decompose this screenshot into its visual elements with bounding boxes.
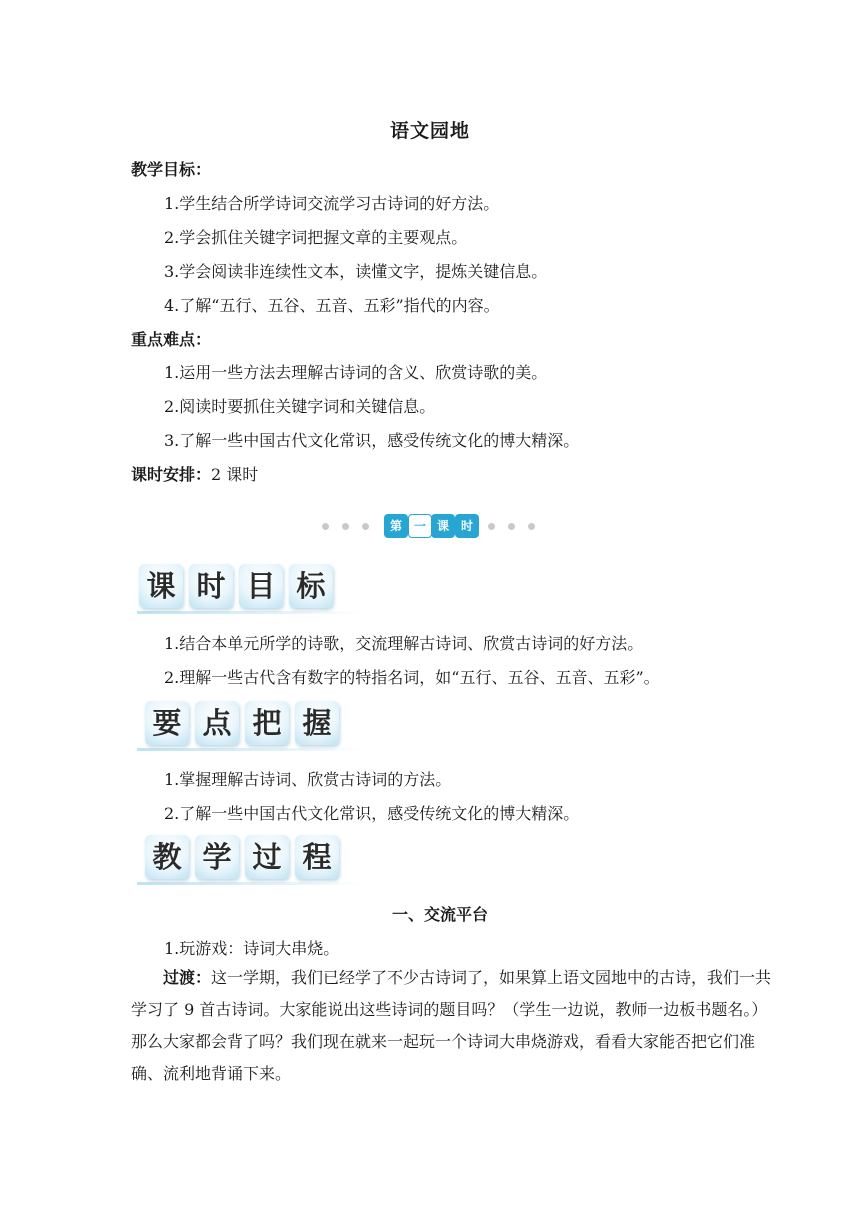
banner-char: 握	[295, 701, 339, 745]
essentials-banner	[133, 699, 363, 755]
banner-char: 课	[139, 564, 183, 608]
divider-dot	[362, 523, 369, 530]
banner-char: 教	[145, 835, 189, 879]
divider-chip: 第	[384, 514, 408, 538]
divider-dot	[342, 523, 349, 530]
lesson-divider	[320, 512, 540, 542]
lesson-goals-banner	[133, 562, 363, 618]
essential-item: 2.了解一些中国古代文化常识，感受传统文化的博大精深。	[164, 804, 580, 823]
banner-char: 过	[245, 835, 289, 879]
lesson-goal-item: 2.理解一些古代含有数字的特指名词，如“五行、五谷、五音、五彩”。	[164, 668, 660, 687]
key-point-item: 1.运用一些方法去理解古诗词的含义、欣赏诗歌的美。	[164, 363, 548, 382]
divider-chip: 课	[431, 514, 455, 538]
banner-char: 标	[289, 564, 333, 608]
transition-text: 这一学期，我们已经学了不少古诗词了，如果算上语文园地中的古诗，我们一共学习了 9 首古诗词。大家能说出这些诗词的题目吗？（学生一边说，教师一边板书题名。）那么大家都会背了吗？我们现在就来一起玩一个诗词大串烧游戏，看看大家能否把它们准确、流利地背诵下来。	[131, 968, 772, 1083]
divider-dot	[528, 523, 535, 530]
key-point-item: 2.阅读时要抓住关键字词和关键信息。	[164, 397, 436, 416]
section-title: 一、交流平台	[391, 905, 488, 924]
divider-dot	[508, 523, 515, 530]
banner-char: 把	[245, 701, 289, 745]
divider-chip: 时	[455, 514, 479, 538]
teaching-goals-heading: 教学目标：	[131, 160, 212, 179]
banner-char: 时	[189, 564, 233, 608]
banner-underline	[137, 882, 363, 885]
banner-underline	[137, 611, 363, 614]
divider-dot	[488, 523, 495, 530]
lesson-goal-item: 1.结合本单元所学的诗歌，交流理解古诗词、欣赏古诗词的好方法。	[164, 634, 644, 653]
transition-paragraph	[131, 962, 779, 1090]
divider-chip: 一	[408, 514, 432, 538]
banner-char: 点	[195, 701, 239, 745]
teaching-goal-item: 2.学会抓住关键字词把握文章的主要观点。	[164, 228, 468, 247]
teaching-goal-item: 4.了解“五行、五谷、五音、五彩”指代的内容。	[164, 296, 500, 315]
banner-char: 程	[295, 835, 339, 879]
teaching-goal-item: 3.学会阅读非连续性文本，读懂文字，提炼关键信息。	[164, 262, 548, 281]
banner-char: 目	[239, 564, 283, 608]
banner-char: 要	[145, 701, 189, 745]
schedule-line	[131, 462, 258, 485]
banner-underline	[137, 748, 363, 751]
teaching-goal-item: 1.学生结合所学诗词交流学习古诗词的好方法。	[164, 194, 500, 213]
banner-char: 学	[195, 835, 239, 879]
page-title: 语文园地	[389, 120, 470, 142]
process-step: 1.玩游戏：诗词大串烧。	[164, 939, 340, 958]
schedule-value: 2 课时	[211, 465, 259, 484]
essential-item: 1.掌握理解古诗词、欣赏古诗词的方法。	[164, 770, 452, 789]
key-point-item: 3.了解一些中国古代文化常识，感受传统文化的博大精深。	[164, 431, 580, 450]
schedule-label: 课时安排：	[131, 465, 212, 484]
divider-dot	[322, 523, 329, 530]
key-points-heading: 重点难点：	[131, 330, 212, 349]
process-banner	[133, 833, 363, 889]
transition-label: 过渡：	[163, 968, 212, 987]
